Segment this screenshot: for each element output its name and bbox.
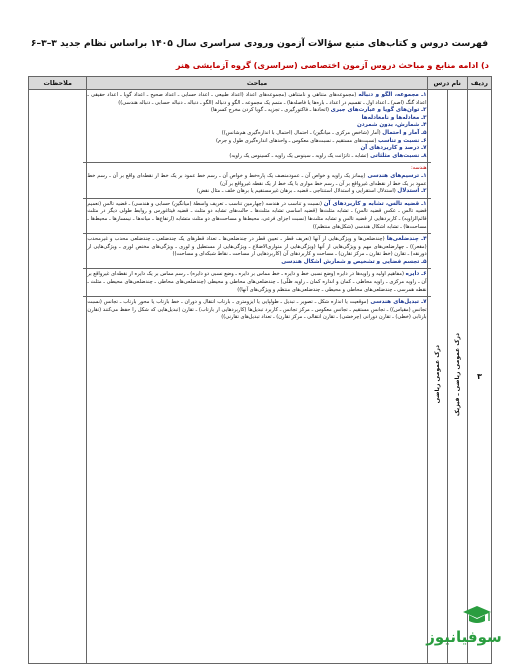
- subject-name: درک عمومی ریاضی: [433, 345, 441, 404]
- topic-heading: ۲ـ توان‌های گویا و عبارت‌های جبری: [330, 107, 427, 114]
- watermark-logo: [418, 600, 510, 660]
- topic-item: [87, 107, 426, 115]
- topic-heading: ۴ـ چندضلعی‌ها: [386, 236, 427, 243]
- table-header-row: [29, 77, 492, 90]
- topic-item: [87, 259, 426, 267]
- topic-detail: (استدلال استقرایی و استدلال استنتاجی ـ قضیه ـ برهان غیرمستقیم یا برهان خلف ـ مثال نقض): [196, 188, 398, 195]
- topic-heading: ۶ـ دایره: [405, 271, 427, 278]
- topic-heading: ۱ـ مجموعه، الگو و دنباله: [358, 92, 427, 98]
- header-course-name: نام درس: [427, 77, 467, 90]
- topic-detail: (مجموعه‌های متناهی و نامتناهی (مجموعه‌های اعداد (اعداد طبیعی ـ اعداد حسابی ـ اعداد صحیح ـ اعداد گویا ـ اعداد حقیقی ـ اعداد گنگ (اصم) ـ اعداد اول ـ تقسیم در اعداد ـ بازه‌ها یا فاصله‌ها) ـ متمم یک مجموعه ـ الگو و دنباله (الگو ـ دنباله ـ دنباله حسابی ـ دنباله هندسی)): [87, 92, 427, 106]
- topics-block-polygons: [83, 234, 430, 269]
- topic-heading: ۲ـ استدلال: [397, 188, 427, 195]
- header-topics: مباحث: [87, 77, 427, 90]
- logo-text: سوفیانیوز: [426, 628, 502, 646]
- topics-block-circle: [83, 269, 430, 297]
- topic-heading: ۳ـ معادله‌ها و نامعادله‌ها: [361, 114, 427, 121]
- topic-heading: ۵ـ آمار و احتمال: [382, 129, 427, 136]
- topic-heading: ۸ـ نسبت‌های مثلثاتی: [370, 152, 427, 159]
- topic-item: [87, 115, 426, 123]
- syllabus-table: [28, 76, 492, 664]
- topic-item: [87, 201, 426, 231]
- topic-detail: (موقعیت یا اندازه شکل ـ تصویر ـ تبدیل ـ طولپایی یا ایزومتری ـ بازتاب انتقال و دوران ـ خط بازتاب یا محور بازتاب ـ تجانس (نسبت تجانس (مقیاس)) ـ تجانس مستقیم ـ تجانس معکوس ـ مرکز تجانس ـ کاربرد تبدیل‌ها (کاربردهایی از بازتاب) ـ تقارن (تبدیل‌هایی که شکل را حفظ می‌کنند (تقارن بازتابی (خطی) ـ تقارن دورانی (چرخشی) ـ تقارن انتقالی ـ مرکز تقارن) ـ تعداد تبدیل‌های تقارنی)): [87, 299, 427, 321]
- topic-detail: (نسبت‌های مستقیم ـ نسبت‌های معکوس ـ واحدهای اندازه‌گیری طول و جرم): [215, 137, 379, 144]
- topic-item: [87, 145, 426, 153]
- topic-detail: (مفاهیم اولیه و زاویه‌ها در دایره (وضع نسبی خط و دایره ـ خط مماس بر دایره ـ وضع نسبی دو دایره) ـ رسم مماس بر یک دایره از نقطه‌ای غیرواقع بر آن ـ زاویه مرکزی ـ زاویه محاطی ـ کمان و اندازه کمان ـ زاویه ظلّی) ـ چندضلعی‌های محاطی و محیطی (چندضلعی‌های محاطی ـ چندضلعی‌های محیطی ـ مثلث ـ نقطه همرسی ـ چندضلعی‌های محاطی و محیطی ـ چندضلعی‌های منتظم و ویژگی‌های آنها)): [87, 271, 427, 293]
- page-title: فهرست دروس و کتاب‌های منبع سؤالات آزمون ورودی سراسری سال ۱۴۰۵ براساس نظام جدید ۳–۳–۶: [30, 38, 489, 49]
- header-row-number: ردیف: [467, 77, 491, 90]
- topic-item: [87, 122, 426, 130]
- topic-item: [87, 130, 426, 138]
- topic-detail: (پیمانز یک زاویه و خواص آن ـ عمودمنصف یک پاره‌خط و خواص آن ـ رسم خط عمود بر یک خط از نقطه‌ای واقع بر آن ـ رسم خط عمود بر یک خط از نقطه‌ای غیرواقع بر آن ـ رسم خط موازی با یک خط از یک نقطه غیرواقع بر آن): [87, 172, 427, 187]
- topic-heading: ۱ـ قضیه تالس، تشابه و کاربردهای آن: [323, 200, 427, 207]
- topic-heading: ۱ـ ترسیم‌های هندسی: [367, 172, 427, 179]
- graduation-cap-icon: [462, 604, 492, 626]
- topic-detail: (تشابه ـ تانژانت یک زاویه ـ سینوس یک زاویه ـ کسینوس یک زاویه): [229, 152, 371, 159]
- topic-heading: ۷ـ تبدیل‌های هندسی: [370, 299, 427, 306]
- topic-item: [87, 173, 426, 188]
- topic-item: [87, 299, 426, 322]
- course-name-cell: [447, 90, 467, 664]
- topic-heading: ۶ـ نسبت و تناسب: [378, 137, 427, 144]
- topic-item: [87, 92, 426, 107]
- topic-item: [87, 188, 426, 196]
- header-notes: ملاحظات: [29, 77, 87, 90]
- topic-detail: (آمار (شاخص مرکزی ـ میانگین) ـ احتمال (احتمال با اندازه‌گیری هم‌شانس)): [221, 129, 383, 136]
- topic-item: [87, 271, 426, 294]
- course-name: درک عمومی ریاضی ـ فیزیک: [453, 332, 461, 417]
- topic-detail: (اتحادها ـ فاکتورگیری ـ تجزیه ـ گویا کردن مخرج کسرها): [210, 107, 331, 114]
- topic-item: [87, 236, 426, 259]
- topic-detail: (نسبت و تناسب در هندسه (چهارمین تناسب ـ تعریف واسطهٔ (میانگین) حسابی و هندسی) ـ قضیه تالس (تعمیم قضیه تالس ـ عکس قضیه تالس) ـ تشابه مثلث‌ها (قضیه اساسی تشابه مثلث‌ها ـ حالت‌های تشابه دو مثلث ـ قضیه فیثاغورس و روابط طولی دیگر در مثلث قائم‌الزاویه) ـ کاربردهایی از قضیه تالس و تشابه مثلث‌ها (نسبت اجزای فرعی، محیط‌ها و مساحت‌های دو مثلث متشابه (ارتفاع‌ها ـ میانه‌ها ـ نیمسازها ـ محیط‌ها ـ مساحت‌ها) ـ تشابه اشکال هندسی (شکل‌های منتظم)): [87, 200, 427, 230]
- geometry-label: هندسه:: [410, 165, 427, 172]
- topics-block-thales: [83, 199, 430, 234]
- topics-block-transformations: [83, 297, 430, 324]
- topic-detail: (چندضلعی‌ها و ویژگی‌هایی از آنها (تعریف قطر ـ تعیین قطر در چندضلعی‌ها ـ تعداد قطرهای یک چندضلعی ـ چندضلعی محدب و غیرمحدب (مقعر)) ـ چهارضلعی‌های مهم و ویژگی‌هایی از آنها (ویژگی‌هایی از متوازی‌الاضلاع ـ ویژگی‌هایی از مستطیل و لوزی ـ ویژگی‌های مختص لوزی ـ ویژگی‌هایی از ذوزنقه) ـ تقارن (خط تقارن ـ مرکز تقارن) ـ مساحت و کاربردهای آن (کاربردهایی از مساحت ـ نقاط شبکه‌ای و مساحت)): [87, 236, 427, 258]
- topic-heading: ۷ـ درصد و کاربردهای آن: [360, 145, 427, 152]
- topic-heading: ۴ـ شمارش، بدون شمردن: [357, 122, 427, 129]
- topic-item: [87, 153, 426, 161]
- topics-block-algebra: [83, 90, 430, 163]
- section-subtitle: د) ادامه منابع و مباحث دروس آزمون اختصاصی (سراسری) گروه آزمایشی هنر: [175, 60, 489, 70]
- topic-heading: ۵ـ تجسم فضایی و تشخیص و شمارش اشکال هندسی: [281, 258, 427, 265]
- topics-block-geometry-intro: [83, 163, 430, 198]
- row-number: ۳: [467, 90, 491, 664]
- notes-cell: [29, 90, 87, 664]
- topics-cell: [87, 90, 427, 664]
- table-row: [29, 90, 492, 664]
